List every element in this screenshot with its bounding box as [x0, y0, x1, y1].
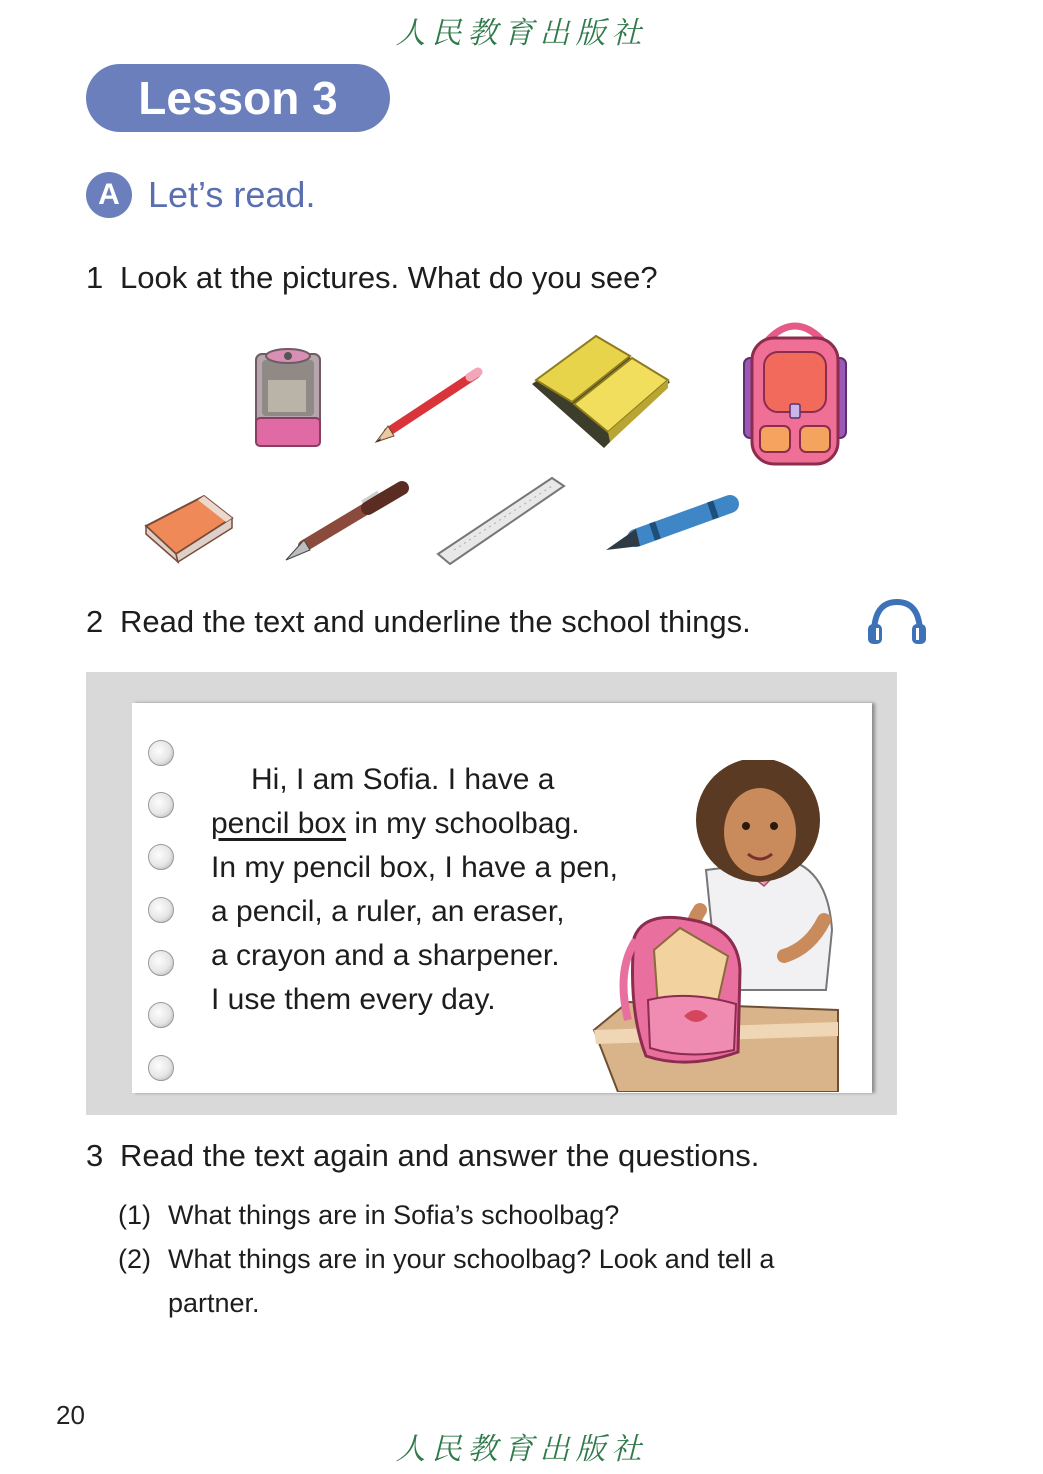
question-number: (1): [118, 1200, 151, 1230]
notebook-hole: [148, 792, 174, 818]
reading-line: In my pencil box, I have a pen,: [211, 851, 618, 884]
notebook-hole: [148, 1055, 174, 1081]
section-badge: A: [86, 172, 132, 218]
reading-line: Hi, I am Sofia. I have a: [251, 763, 555, 796]
eraser-picture: [142, 490, 236, 564]
pencil-box-picture: [526, 330, 676, 456]
step-1-instruction: [86, 260, 658, 296]
sofia-illustration: [588, 760, 858, 1092]
section-a-header: [86, 170, 315, 220]
sharpener-picture: [250, 344, 326, 456]
question-text: What things are in your schoolbag? Look and tell a: [168, 1244, 775, 1274]
step-number: 2: [86, 604, 104, 639]
schoolbag-picture: [738, 318, 852, 470]
notebook-hole: [148, 897, 174, 923]
section-title: Let’s read.: [148, 174, 316, 215]
pen-picture: [282, 478, 414, 564]
step-text: Look at the pictures. What do you see?: [120, 260, 658, 295]
notebook-hole: [148, 1002, 174, 1028]
question-2-continuation: partner.: [168, 1288, 260, 1318]
step-number: 1: [86, 260, 104, 295]
step-text: Read the text and underline the school things.: [120, 604, 751, 639]
reading-line: a crayon and a sharpener.: [211, 939, 560, 972]
step-3-instruction: [86, 1138, 759, 1174]
publisher-logo-bottom: 人民教育出版社: [395, 1432, 648, 1467]
reading-line: I use them every day.: [211, 983, 496, 1016]
headphones-icon[interactable]: [866, 598, 928, 646]
question-text: What things are in Sofia’s schoolbag?: [168, 1200, 620, 1230]
question-2: [118, 1244, 774, 1275]
crayon-picture: [600, 492, 740, 558]
question-1: [118, 1200, 619, 1231]
step-2-instruction: [86, 604, 751, 640]
step-text: Read the text again and answer the questions.: [120, 1138, 760, 1173]
step-number: 3: [86, 1138, 104, 1173]
question-number: (2): [118, 1244, 151, 1274]
reading-line: a pencil, a ruler, an eraser,: [211, 895, 565, 928]
reading-line-rest: in my schoolbag.: [346, 807, 580, 840]
notebook-hole: [148, 844, 174, 870]
lesson-title: Lesson 3: [86, 64, 390, 132]
page-number: 20: [56, 1400, 85, 1430]
pencil-picture: [372, 366, 484, 446]
underlined-word: pencil box: [211, 807, 347, 840]
ruler-picture: [434, 474, 568, 568]
notebook-hole: [148, 950, 174, 976]
notebook-hole: [148, 740, 174, 766]
publisher-logo-top: 人民教育出版社: [395, 16, 648, 51]
